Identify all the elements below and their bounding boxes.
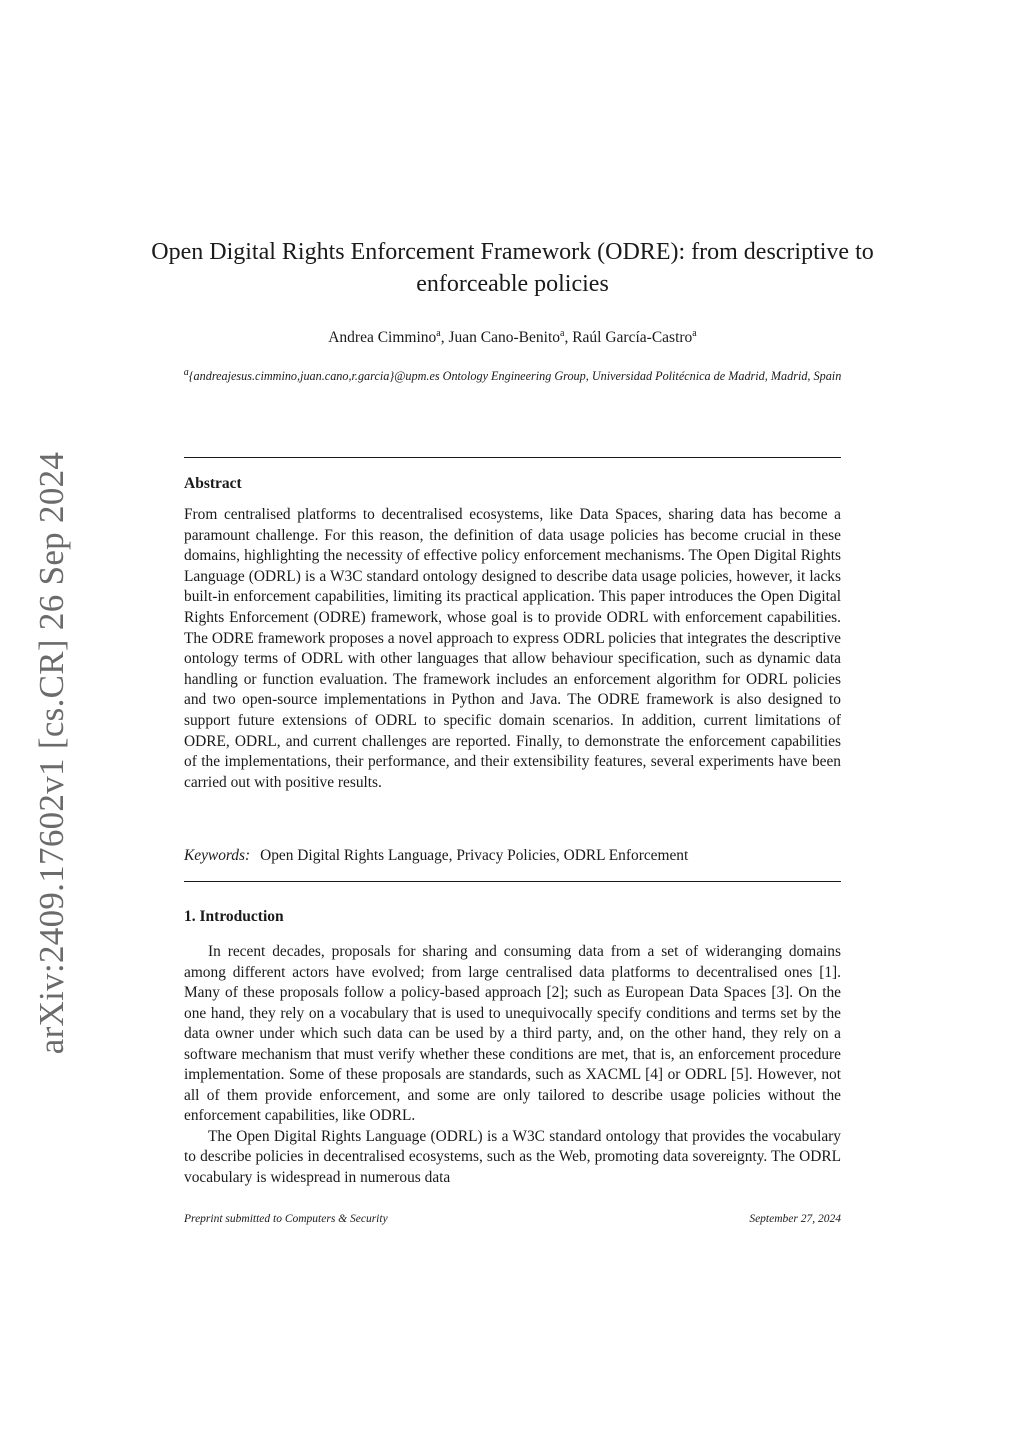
author-list: Andrea Cimmino$^a$, Juan Cano-Benito$^a$, Raúl García-Castro$^a$ bbox=[328, 328, 697, 347]
affiliation-text: {andreajesus.cimmino,juan.cano,r.garcia}@upm.es Ontology Engineering Group, Universidad Politécnica de Madrid, Madrid, Spain bbox=[188, 369, 842, 384]
affiliation-mark: a bbox=[560, 328, 565, 339]
paragraph: The Open Digital Rights Language (ODRL) is a W3C standard ontology that provides the vocabulary to describe policies in decentralised ecosystems, such as the Web, promoting data sovereignty. The ODRL vocabulary is widespread in numerous data bbox=[184, 1127, 841, 1186]
author-name: Raúl García-Castro bbox=[572, 329, 693, 347]
abstract-heading: Abstract bbox=[184, 475, 242, 492]
introduction-body bbox=[184, 942, 841, 1188]
paper-title: Open Digital Rights Enforcement Framework (ODRE): from descriptive to enforceable policies bbox=[151, 239, 874, 297]
affiliation bbox=[174, 365, 851, 384]
author-name: Andrea Cimmino bbox=[328, 329, 437, 347]
paragraph: In recent decades, proposals for sharing and consuming data from a set of wideranging domains among different actors have evolved; from large centralised data platforms to decentralised ones [1]. Many of these proposals follow a policy-based approach [2]; such as European Data Spaces [3]. On the one hand, they rely on a vocabulary that is used to unequivocally specify conditions and terms set by the data owner under which such data can be used by a third party, and, on the other hand, they rely on a software mechanism that must verify whether these conditions are met, that is, an enforcement procedure implementation. Some of these proposals are standards, such as XACML [4] or ODRL [5]. However, not all of them provide enforcement, and some are only tailored to describe usage policies without the enforcement capabilities, like ODRL. bbox=[184, 943, 841, 1124]
abstract-text: From centralised platforms to decentralised ecosystems, like Data Spaces, sharing data has become a paramount challenge. For this reason, the definition of data usage policies has become crucial in these domains, highlighting the necessity of effective policy enforcement mechanisms. The Open Digital Rights Language (ODRL) is a W3C standard ontology designed to describe data usage policies, however, it lacks built-in enforcement capabilities, limiting its practical application. This paper introduces the Open Digital Rights Enforcement (ODRE) framework, whose goal is to provide ODRL with enforcement capabilities. The ODRE framework proposes a novel approach to express ODRL policies that integrates the descriptive ontology terms of ODRL with other languages that allow behaviour specification, such as dynamic data handling or function evaluation. The framework includes an enforcement algorithm for ODRL policies and two open-source implementations in Python and Java. The ODRE framework is also designed to support future extensions of ODRL to specific domain scenarios. In addition, current limitations of ODRE, ODRL, and current challenges are reported. Finally, to demonstrate the enforcement capabilities of the implementations, their performance, and their extensibility features, several experiments have been carried out with positive results. bbox=[184, 506, 841, 791]
affiliation-mark: a bbox=[436, 328, 441, 339]
keywords bbox=[184, 846, 841, 866]
arxiv-identifier: arXiv:2409.17602v1 [cs.CR] 26 Sep 2024 bbox=[32, 451, 71, 1055]
affiliation-mark: a bbox=[183, 367, 189, 378]
keywords-label: Keywords: bbox=[184, 847, 251, 864]
section-heading-introduction: 1. Introduction bbox=[184, 908, 284, 925]
keywords-text: Open Digital Rights Language, Privacy Policies, ODRL Enforcement bbox=[260, 847, 689, 864]
top-divider bbox=[184, 457, 841, 458]
author-name: Juan Cano-Benito bbox=[448, 329, 560, 347]
footer-journal: Preprint submitted to Computers & Security bbox=[184, 1213, 388, 1225]
footer-date: September 27, 2024 bbox=[749, 1213, 841, 1225]
bottom-divider bbox=[184, 881, 841, 882]
affiliation-mark: a bbox=[692, 328, 697, 339]
page-footer bbox=[184, 1213, 841, 1225]
